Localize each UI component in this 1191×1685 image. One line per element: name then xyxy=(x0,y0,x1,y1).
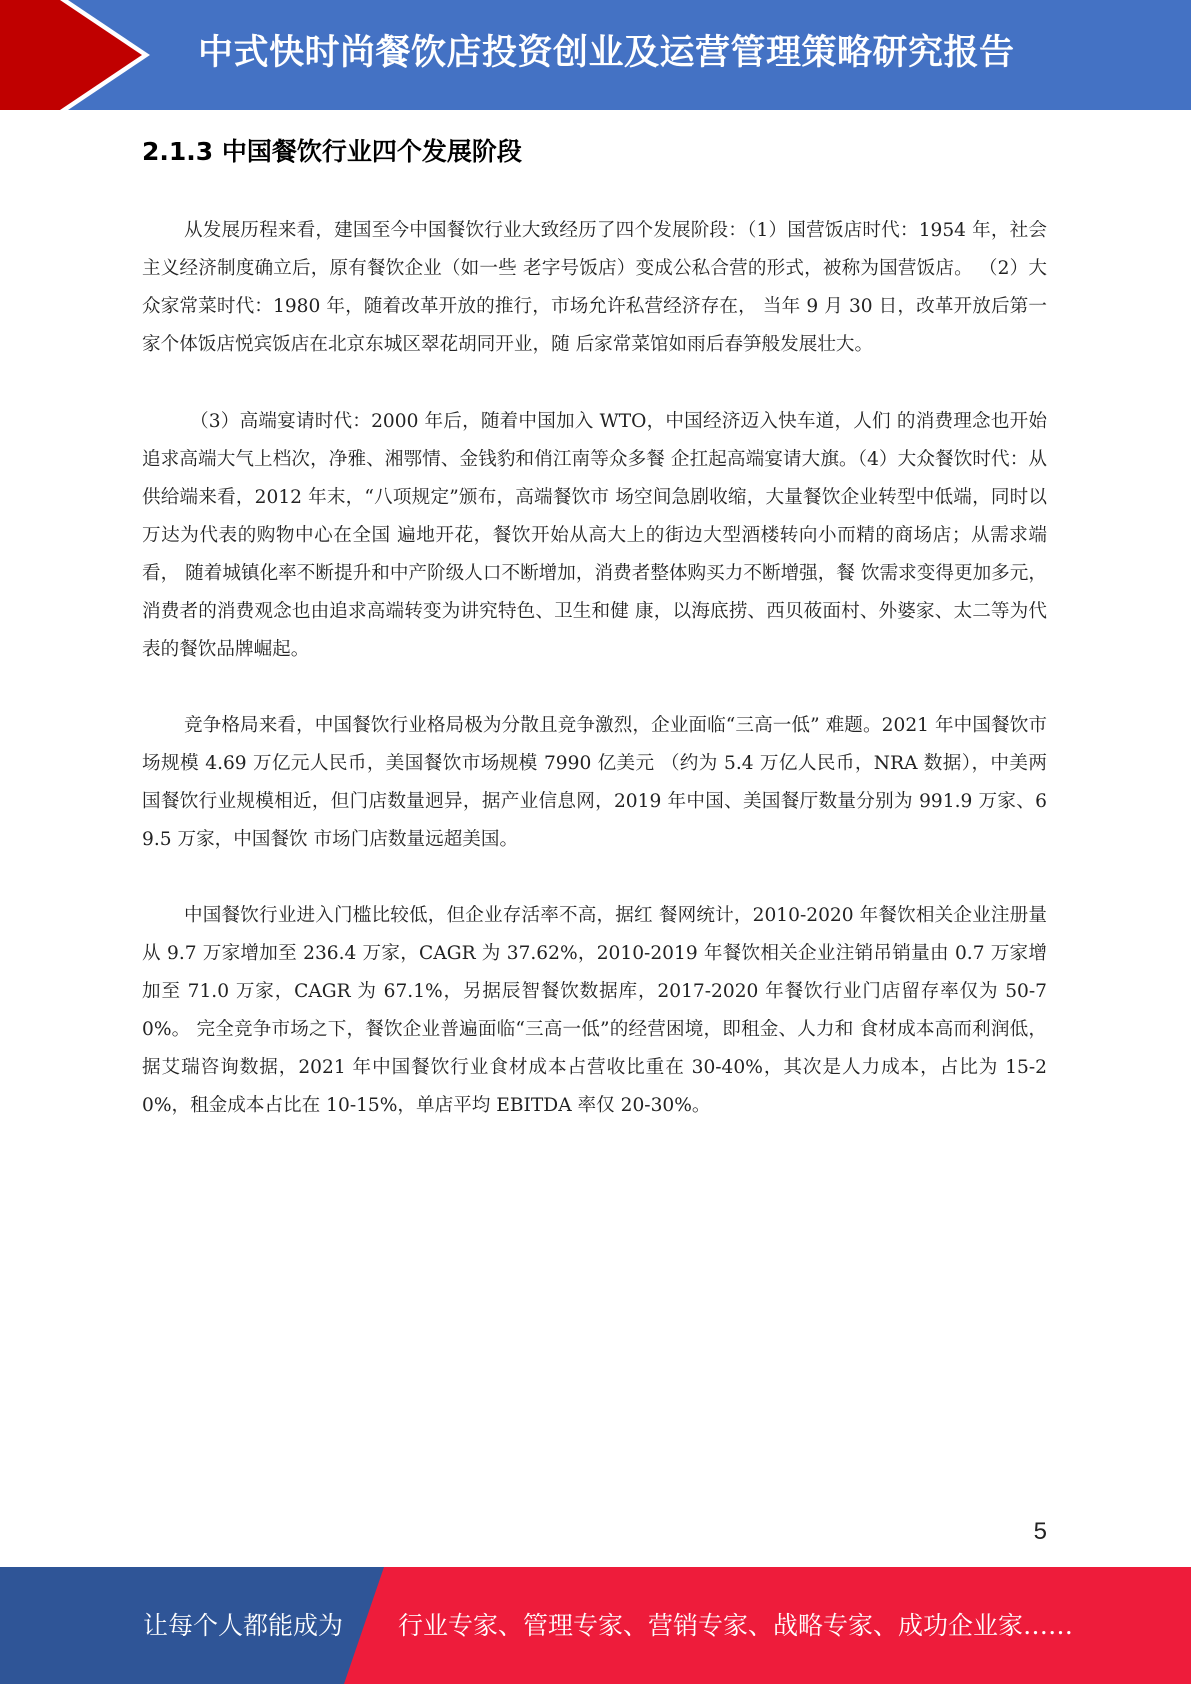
paragraph-entry-barriers: 中国餐饮行业进入门槛比较低，但企业存活率不高，据红 餐网统计，2010-2020 年餐饮相关企业注册量从 9.7 万家增加至 236.4 万家，CAGR 为 37.62%，2010-2019 年餐饮相关企业注销吊销量由 0.7 万家增加至 71.0 万家，CAGR 为 67.1%，另据辰智餐饮数据库，2017-2020 年餐饮行业门店留存率仅为 50-70%。 完全竞争市场之下，餐饮企业普遍面临“三高一低”的经营困境，即租金、人力和 食材成本高而利润低，据艾瑞咨询数据，2021 年中国餐饮行业食材成本占营收比重在 30-40%，其次是人力成本，占比为 15-20%，租金成本占比在 10-15%，单店平均 EBITDA 率仅 20-30%。 xyxy=(142,905,1047,1116)
page-number: 5 xyxy=(1033,1518,1047,1545)
section-heading: 2.1.3 中国餐饮行业四个发展阶段 xyxy=(142,137,522,166)
main-content xyxy=(142,128,1047,1125)
footer-slogan-left: 让每个人都能成为 xyxy=(143,1611,344,1640)
report-title: 中式快时尚餐饮店投资创业及运营管理策略研究报告 xyxy=(198,33,1015,73)
paragraph-development-stages-2: （3）高端宴请时代：2000 年后，随着中国加入 WTO，中国经济迈入快车道，人们 的消费理念也开始追求高端大气上档次，净雅、湘鄂情、金钱豹和俏江南等众多餐 企扛起高端宴请大旗。（4）大众餐饮时代：从供给端来看，2012 年末，“八项规定”颁布，高端餐饮市 场空间急剧收缩，大量餐饮企业转型中低端，同时以万达为代表的购物中心在全国 遍地开花，餐饮开始从高大上的街边大型酒楼转向小而精的商场店；从需求端看， 随着城镇化率不断提升和中产阶级人口不断增加，消费者整体购买力不断增强，餐 饮需求变得更加多元，消费者的消费观念也由追求高端转变为讲究特色、卫生和健 康，以海底捞、西贝莜面村、外婆家、太二等为代表的餐饮品牌崛起。 xyxy=(142,411,1047,660)
chevron-arrow-icon xyxy=(0,0,160,110)
footer-slogan-right: 行业专家、管理专家、营销专家、战略专家、成功企业家…… xyxy=(398,1611,1074,1640)
footer-banner xyxy=(0,1567,1191,1684)
paragraph-competition: 竞争格局来看，中国餐饮行业格局极为分散且竞争激烈，企业面临“三高一低” 难题。2021 年中国餐饮市场规模 4.69 万亿元人民币，美国餐饮市场规模 7990 亿美元 （约为 5.4 万亿人民币，NRA 数据），中美两国餐饮行业规模相近，但门店数量迥异，据产业信息网，2019 年中国、美国餐厅数量分别为 991.9 万家、69.5 万家，中国餐饮 市场门店数量远超美国。 xyxy=(142,715,1047,850)
header-banner xyxy=(0,0,1191,110)
paragraph-development-stages-1: 从发展历程来看，建国至今中国餐饮行业大致经历了四个发展阶段：（1）国营饭店时代：1954 年，社会主义经济制度确立后，原有餐饮企业（如一些 老字号饭店）变成公私合营的形式，被称为国营饭店。 （2）大众家常菜时代：1980 年，随着改革开放的推行，市场允许私营经济存在， 当年 9 月 30 日，改革开放后第一家个体饭店悦宾饭店在北京东城区翠花胡同开业，随 后家常菜馆如雨后春笋般发展壮大。 xyxy=(142,220,1047,355)
